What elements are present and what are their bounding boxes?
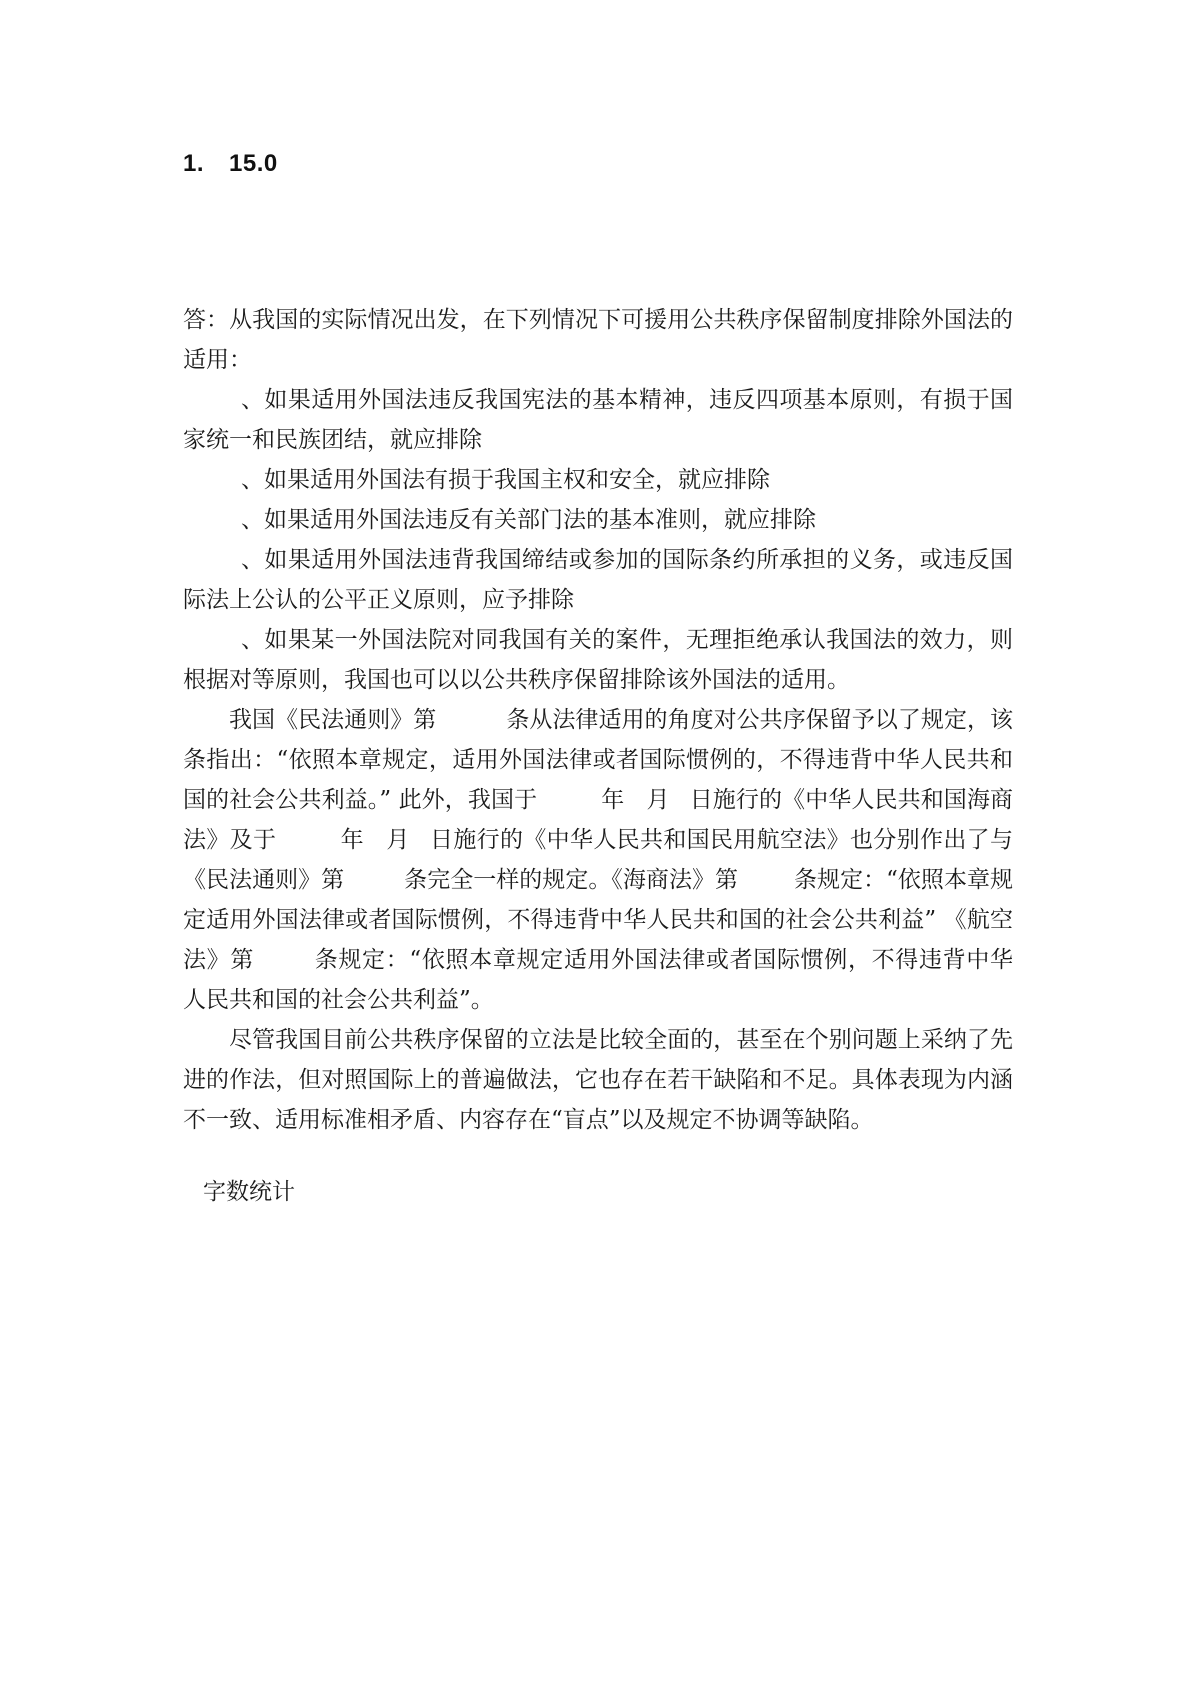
list-item: 、如果适用外国法违背我国缔结或参加的国际条约所承担的义务，或违反国际法上公认的公平正义原则，应予排除	[183, 547, 1013, 613]
list-item: 、如果适用外国法违反我国宪法的基本精神，违反四项基本原则，有损于国家统一和民族团结，就应排除	[183, 387, 1013, 453]
section-heading	[183, 150, 278, 178]
answer-intro: 答：从我国的实际情况出发，在下列情况下可援用公共秩序保留制度排除外国法的适用：	[183, 307, 1013, 373]
section-number: 1.	[183, 150, 205, 177]
list-item: 、如果适用外国法有损于我国主权和安全，就应排除	[241, 467, 770, 493]
conclusion-paragraph: 尽管我国目前公共秩序保留的立法是比较全面的，甚至在个别问题上采纳了先进的作法，但对照国际上的普遍做法，它也存在若干缺陷和不足。具体表现为内涵不一致、适用标准相矛盾、内容存在“盲点”以及规定不协调等缺陷。	[183, 1027, 1013, 1133]
law-paragraph: 我国《民法通则》第 条从法律适用的角度对公共序保留予以了规定，该条指出：“依照本章规定，适用外国法律或者国际惯例的，不得违背中华人民共和国的社会公共利益。” 此外，我国于 年 月 日施行的《中华人民共和国海商法》及于 年 月 日施行的《中华人民共和国民用航空法》也分别作出了与《民法通则》第 条完全一样的规定。《海商法》第 条规定：“依照本章规定适用外国法律或者国际惯例，不得违背中华人民共和国的社会公共利益” 《航空法》第 条规定：“依照本章规定适用外国法律或者国际惯例，不得违背中华人民共和国的社会公共利益”。	[183, 707, 1014, 1013]
list-item: 、如果适用外国法违反有关部门法的基本准则，就应排除	[241, 507, 816, 533]
word-count-label: 字数统计	[203, 1179, 295, 1205]
section-title: 15.0	[229, 150, 278, 177]
list-item: 、如果某一外国法院对同我国有关的案件，无理拒绝承认我国法的效力，则根据对等原则，我国也可以以公共秩序保留排除该外国法的适用。	[183, 627, 1013, 693]
document-body	[183, 300, 1013, 1140]
